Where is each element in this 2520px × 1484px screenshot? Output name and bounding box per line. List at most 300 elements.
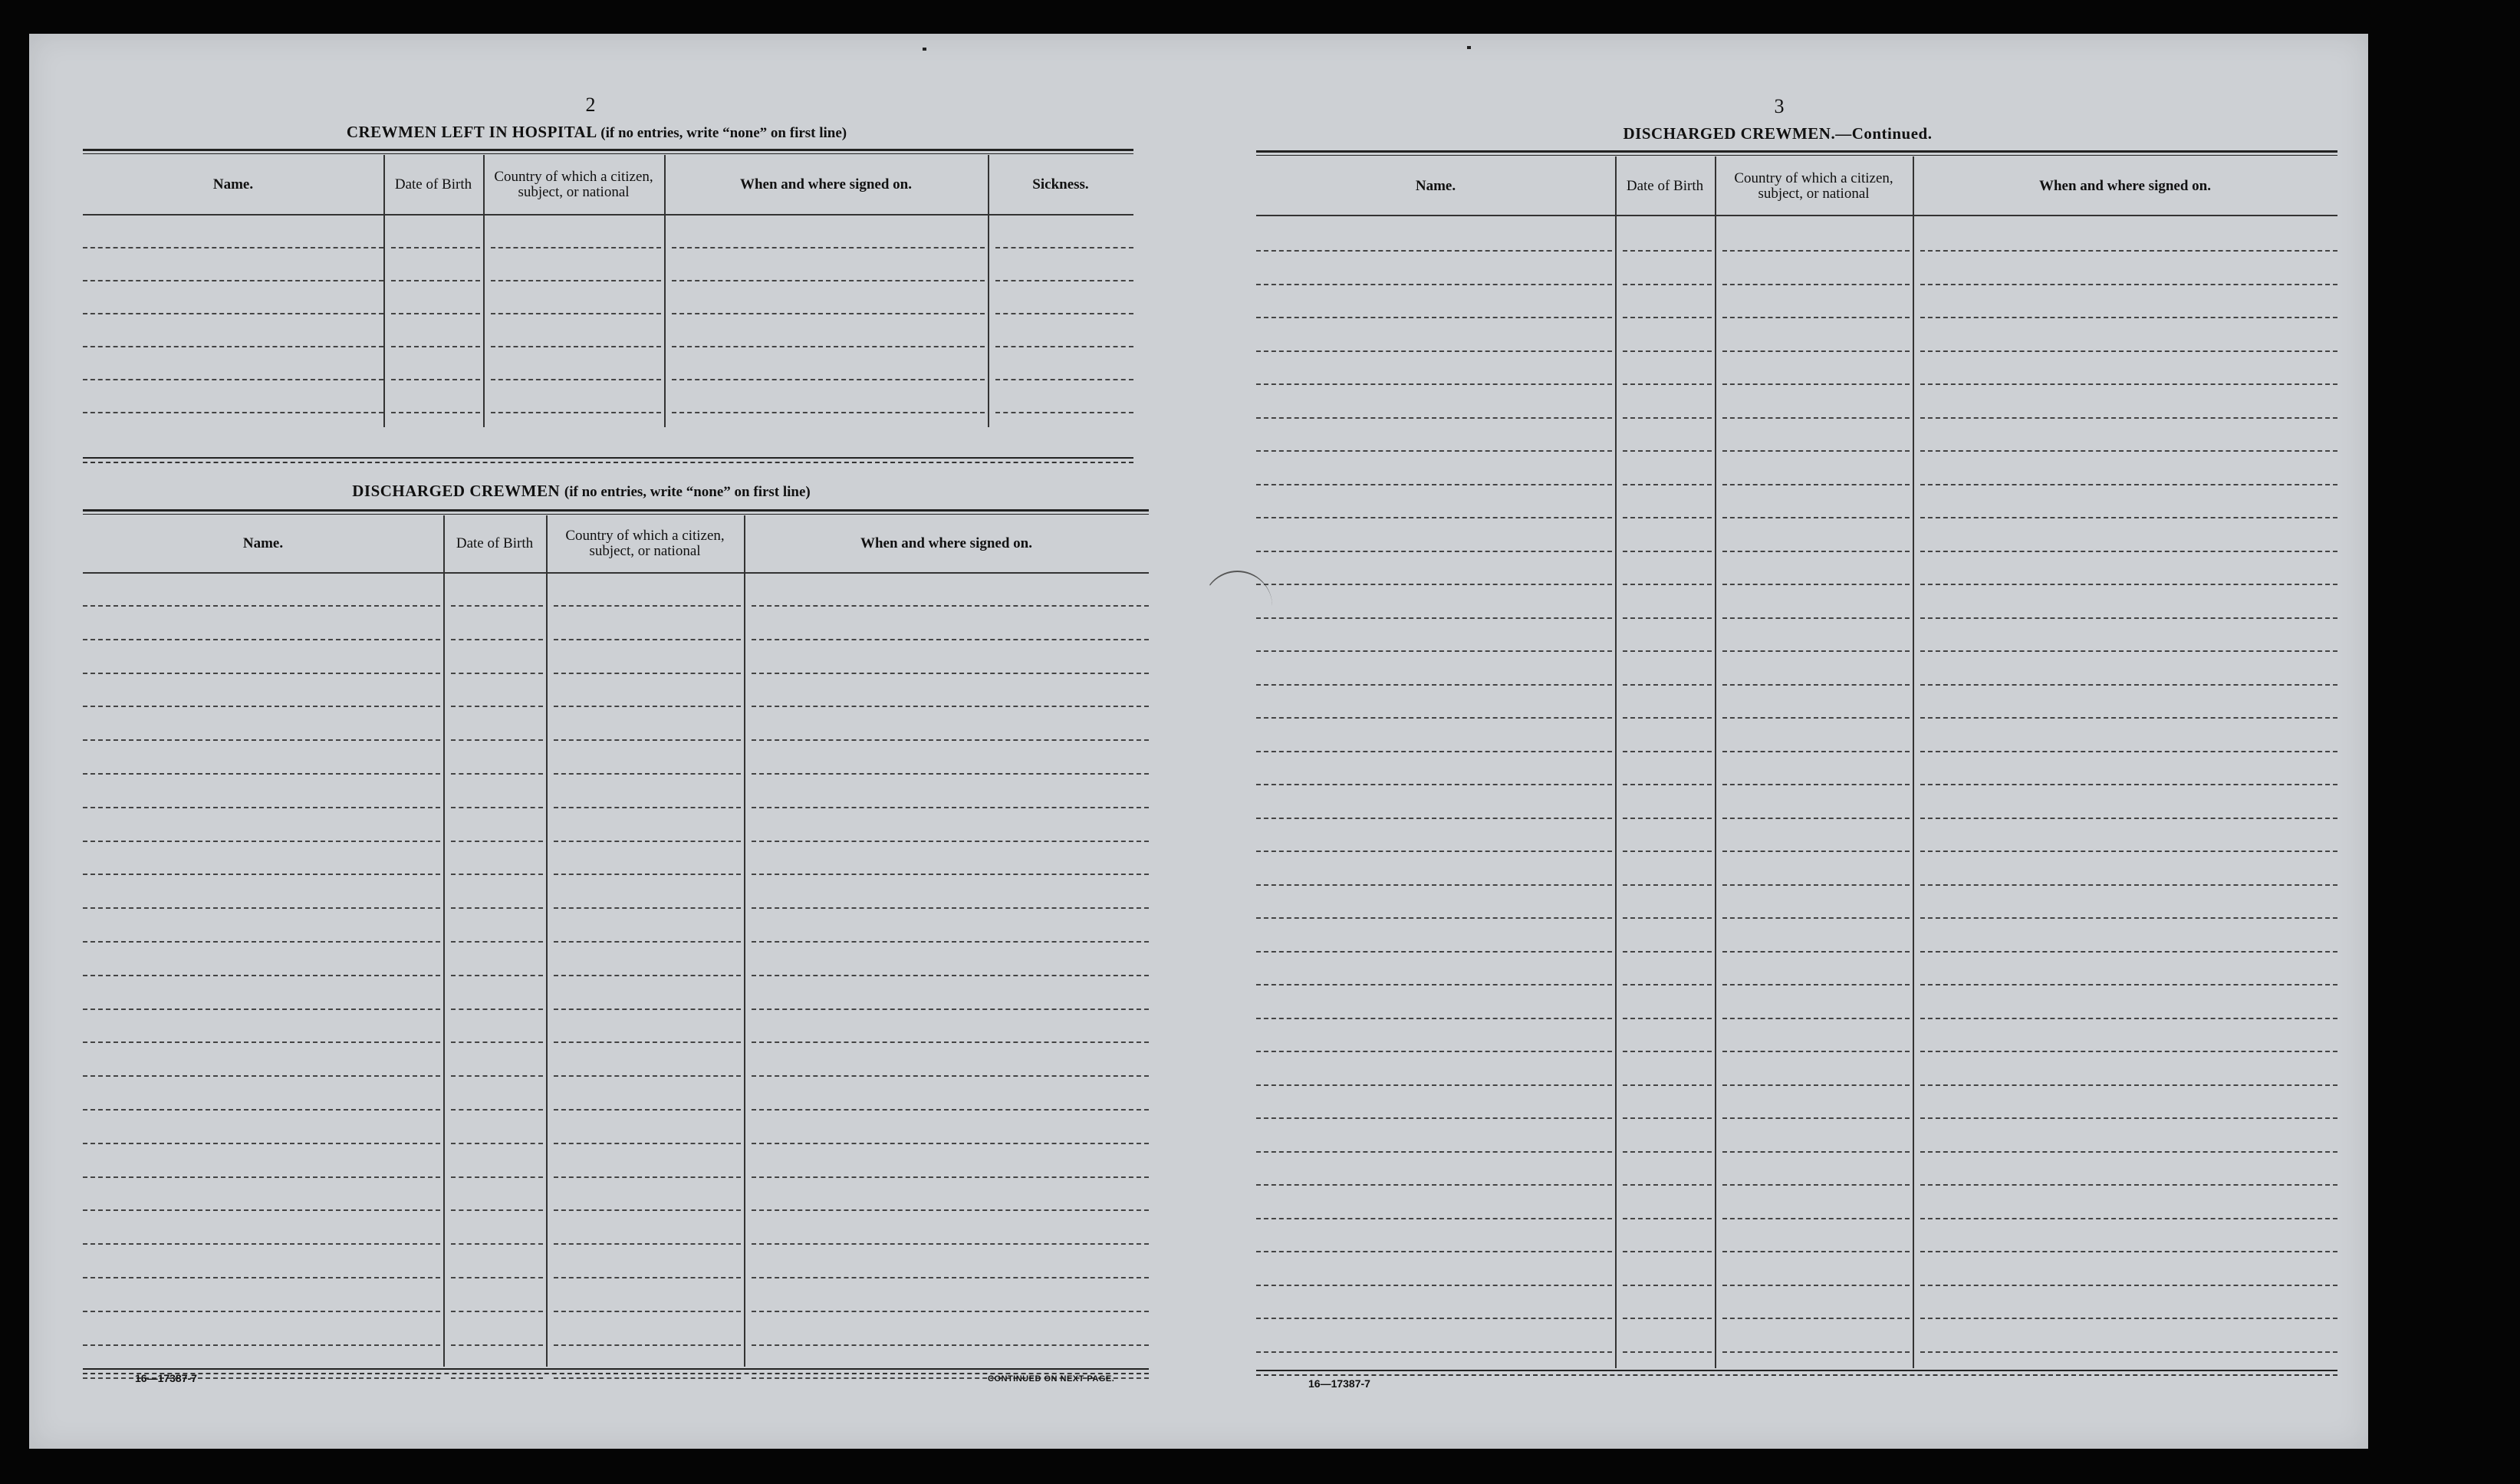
blank-entry-line bbox=[752, 1041, 1149, 1043]
blank-entry-line bbox=[1623, 1318, 1712, 1319]
blank-entry-line bbox=[1623, 684, 1712, 686]
column-header-date-of-birth: Date of Birth bbox=[394, 176, 472, 192]
blank-entry-line bbox=[1722, 250, 1910, 252]
blank-entry-line bbox=[1920, 417, 2337, 419]
blank-entry-line bbox=[554, 1009, 741, 1010]
table-bottom-rule bbox=[83, 457, 1133, 463]
blank-entry-line bbox=[1722, 584, 1910, 585]
blank-entry-line bbox=[1722, 984, 1910, 985]
blank-entry-line bbox=[451, 941, 543, 943]
discharged-continued-table bbox=[1256, 150, 2337, 1408]
blank-entry-line bbox=[1920, 350, 2337, 352]
blank-entry-line bbox=[1722, 684, 1910, 686]
discharged-section-title bbox=[160, 482, 1003, 501]
blank-entry-line bbox=[83, 346, 383, 347]
blank-entry-line bbox=[1623, 551, 1712, 552]
blank-entry-line bbox=[491, 313, 661, 314]
column-header-signed-on: When and where signed on. bbox=[739, 176, 912, 192]
discharged-table bbox=[83, 509, 1149, 1399]
blank-entry-line bbox=[1623, 784, 1712, 785]
blank-entry-line bbox=[752, 773, 1149, 775]
blank-entry-line bbox=[451, 1209, 543, 1211]
blank-entry-line bbox=[451, 907, 543, 909]
blank-entry-line bbox=[1623, 484, 1712, 485]
blank-entry-line bbox=[1256, 1018, 1612, 1019]
blank-entry-line bbox=[1722, 350, 1910, 352]
hospital-table bbox=[83, 149, 1133, 463]
blank-entry-line bbox=[491, 412, 661, 413]
blank-entry-line bbox=[1256, 551, 1612, 552]
blank-entry-line bbox=[451, 1143, 543, 1144]
blank-entry-line bbox=[1623, 851, 1712, 852]
hospital-title-text: CREWMEN LEFT IN HOSPITAL bbox=[346, 123, 597, 141]
blank-entry-line bbox=[83, 941, 440, 943]
blank-entry-line bbox=[83, 1344, 440, 1346]
blank-entry-line bbox=[1256, 584, 1612, 585]
blank-entry-line bbox=[672, 247, 985, 248]
blank-entry-line bbox=[1256, 650, 1612, 652]
blank-entry-line bbox=[451, 807, 543, 808]
blank-entry-line bbox=[451, 874, 543, 875]
column-header-name: Name. bbox=[212, 176, 254, 192]
blank-entry-line bbox=[491, 280, 661, 281]
blank-entry-line bbox=[1623, 250, 1712, 252]
blank-entry-line bbox=[995, 379, 1133, 380]
blank-entry-line bbox=[451, 1277, 543, 1278]
blank-entry-line bbox=[554, 841, 741, 842]
column-header-sickness: Sickness. bbox=[1032, 176, 1089, 192]
column-header-name: Name. bbox=[1415, 178, 1456, 194]
blank-entry-line bbox=[1722, 383, 1910, 385]
blank-entry-line bbox=[752, 1209, 1149, 1211]
blank-entry-line bbox=[1623, 1018, 1712, 1019]
blank-entry-line bbox=[1920, 250, 2337, 252]
blank-entry-line bbox=[1256, 1351, 1612, 1353]
blank-entry-line bbox=[1623, 617, 1712, 619]
blank-entry-line bbox=[491, 247, 661, 248]
blank-entry-line bbox=[1722, 617, 1910, 619]
blank-entry-line bbox=[1256, 984, 1612, 985]
blank-entry-line bbox=[1722, 484, 1910, 485]
blank-entry-line bbox=[554, 1075, 741, 1077]
blank-entry-line bbox=[83, 247, 383, 248]
blank-entry-line bbox=[1920, 1351, 2337, 1353]
blank-entry-line bbox=[1256, 417, 1612, 419]
discharged-title-text: DISCHARGED CREWMEN bbox=[352, 482, 561, 500]
blank-entry-line bbox=[752, 1009, 1149, 1010]
blank-entry-line bbox=[1256, 751, 1612, 752]
blank-entry-line bbox=[451, 739, 543, 741]
blank-entry-line bbox=[1623, 317, 1712, 318]
blank-entry-line bbox=[1722, 1351, 1910, 1353]
blank-entry-line bbox=[995, 280, 1133, 281]
blank-entry-line bbox=[1920, 450, 2337, 452]
blank-entry-line bbox=[1256, 1151, 1612, 1153]
blank-entry-line bbox=[83, 1075, 440, 1077]
blank-entry-line bbox=[83, 907, 440, 909]
blank-entry-line bbox=[451, 1377, 543, 1379]
blank-entry-line bbox=[1256, 1285, 1612, 1286]
blank-entry-line bbox=[752, 874, 1149, 875]
blank-entry-line bbox=[451, 975, 543, 976]
blank-entry-line bbox=[1920, 517, 2337, 518]
blank-entry-line bbox=[1920, 1117, 2337, 1119]
blank-entry-line bbox=[554, 907, 741, 909]
blank-entry-line bbox=[1623, 917, 1712, 919]
blank-entry-line bbox=[672, 412, 985, 413]
blank-entry-line bbox=[1256, 1218, 1612, 1219]
column-divider bbox=[443, 515, 445, 1367]
blank-entry-line bbox=[554, 975, 741, 976]
discharged-subtitle-text: (if no entries, write “none” on first line) bbox=[564, 484, 811, 500]
blank-entry-line bbox=[672, 280, 985, 281]
blank-entry-line bbox=[672, 379, 985, 380]
column-header-date-of-birth: Date of Birth bbox=[1626, 178, 1704, 194]
blank-entry-line bbox=[1623, 584, 1712, 585]
blank-entry-line bbox=[451, 706, 543, 707]
form-number: 16—17387-7 bbox=[1308, 1377, 1370, 1390]
blank-entry-line bbox=[1256, 1251, 1612, 1252]
table-header-rule bbox=[83, 572, 1149, 574]
blank-entry-line bbox=[554, 874, 741, 875]
blank-entry-line bbox=[1920, 1318, 2337, 1319]
page-number: 3 bbox=[1774, 95, 1785, 117]
hospital-section-title bbox=[175, 123, 1018, 142]
blank-entry-line bbox=[1623, 1117, 1712, 1119]
blank-entry-line bbox=[83, 605, 440, 607]
blank-entry-line bbox=[1722, 784, 1910, 785]
blank-entry-line bbox=[1623, 751, 1712, 752]
blank-entry-line bbox=[1920, 284, 2337, 285]
column-divider bbox=[1615, 156, 1617, 1368]
column-header-country: Country of which a citizen, subject, or national bbox=[1734, 170, 1893, 202]
form-number: 16—17387-7 bbox=[135, 1372, 197, 1384]
blank-entry-line bbox=[451, 773, 543, 775]
blank-entry-line bbox=[1722, 1218, 1910, 1219]
blank-entry-line bbox=[391, 313, 480, 314]
blank-entry-line bbox=[1722, 1184, 1910, 1186]
blank-entry-line bbox=[1256, 1318, 1612, 1319]
blank-entry-line bbox=[83, 1109, 440, 1111]
blank-entry-line bbox=[554, 1041, 741, 1043]
blank-entry-line bbox=[752, 807, 1149, 808]
blank-entry-line bbox=[1623, 284, 1712, 285]
blank-entry-line bbox=[1623, 517, 1712, 518]
blank-entry-line bbox=[1256, 784, 1612, 785]
blank-entry-line bbox=[83, 1143, 440, 1144]
blank-entry-line bbox=[1920, 818, 2337, 819]
column-divider bbox=[546, 515, 548, 1367]
blank-entry-line bbox=[1722, 417, 1910, 419]
blank-entry-line bbox=[451, 1109, 543, 1111]
blank-entry-line bbox=[1256, 617, 1612, 619]
blank-entry-line bbox=[451, 639, 543, 640]
blank-entry-line bbox=[672, 346, 985, 347]
blank-entry-line bbox=[1256, 884, 1612, 886]
blank-entry-line bbox=[83, 412, 383, 413]
blank-entry-line bbox=[752, 1176, 1149, 1178]
blank-entry-line bbox=[1623, 1151, 1712, 1153]
blank-entry-line bbox=[1623, 1285, 1712, 1286]
blank-entry-line bbox=[391, 412, 480, 413]
blank-entry-line bbox=[554, 807, 741, 808]
blank-entry-line bbox=[1722, 951, 1910, 953]
table-bottom-rule bbox=[83, 1368, 1149, 1374]
page-number: 2 bbox=[585, 94, 596, 116]
blank-entry-line bbox=[391, 280, 480, 281]
blank-entry-line bbox=[1722, 1018, 1910, 1019]
blank-entry-line bbox=[1920, 1184, 2337, 1186]
blank-entry-line bbox=[1256, 717, 1612, 719]
blank-entry-line bbox=[83, 706, 440, 707]
blank-entry-line bbox=[1722, 1251, 1910, 1252]
blank-entry-line bbox=[83, 1009, 440, 1010]
blank-entry-line bbox=[451, 841, 543, 842]
blank-entry-line bbox=[83, 1277, 440, 1278]
blank-entry-line bbox=[752, 841, 1149, 842]
blank-entry-line bbox=[1920, 317, 2337, 318]
blank-entry-line bbox=[554, 673, 741, 674]
blank-entry-line bbox=[752, 1344, 1149, 1346]
blank-entry-line bbox=[451, 1344, 543, 1346]
blank-entry-line bbox=[83, 1041, 440, 1043]
blank-entry-line bbox=[83, 1311, 440, 1312]
blank-entry-line bbox=[554, 1109, 741, 1111]
blank-entry-line bbox=[83, 280, 383, 281]
blank-entry-line bbox=[1920, 1218, 2337, 1219]
blank-entry-line bbox=[83, 379, 383, 380]
table-top-rule bbox=[1256, 150, 2337, 156]
blank-entry-line bbox=[1623, 1218, 1712, 1219]
column-header-name: Name. bbox=[242, 535, 284, 551]
blank-entry-line bbox=[391, 346, 480, 347]
blank-entry-line bbox=[83, 739, 440, 741]
blank-entry-line bbox=[752, 673, 1149, 674]
document-paper bbox=[29, 34, 2368, 1449]
blank-entry-line bbox=[1623, 417, 1712, 419]
blank-entry-line bbox=[1623, 1084, 1712, 1086]
column-divider bbox=[1715, 156, 1716, 1368]
blank-entry-line bbox=[554, 1277, 741, 1278]
blank-entry-line bbox=[554, 941, 741, 943]
blank-entry-line bbox=[1722, 551, 1910, 552]
blank-entry-line bbox=[1256, 317, 1612, 318]
blank-entry-line bbox=[752, 706, 1149, 707]
blank-entry-line bbox=[1722, 317, 1910, 318]
blank-entry-line bbox=[1623, 984, 1712, 985]
blank-entry-line bbox=[451, 1009, 543, 1010]
blank-entry-line bbox=[1256, 917, 1612, 919]
hospital-subtitle-text: (if no entries, write “none” on first line) bbox=[600, 125, 847, 141]
blank-entry-line bbox=[672, 313, 985, 314]
table-bottom-rule bbox=[1256, 1370, 2337, 1376]
blank-entry-line bbox=[1256, 284, 1612, 285]
blank-entry-line bbox=[752, 975, 1149, 976]
blank-entry-line bbox=[451, 605, 543, 607]
blank-entry-line bbox=[1920, 1285, 2337, 1286]
blank-entry-line bbox=[83, 841, 440, 842]
blank-entry-line bbox=[1623, 818, 1712, 819]
blank-entry-line bbox=[1623, 383, 1712, 385]
blank-entry-line bbox=[1920, 1151, 2337, 1153]
blank-entry-line bbox=[1920, 650, 2337, 652]
blank-entry-line bbox=[752, 1243, 1149, 1245]
blank-entry-line bbox=[83, 313, 383, 314]
blank-entry-line bbox=[1920, 884, 2337, 886]
blank-entry-line bbox=[1722, 884, 1910, 886]
blank-entry-line bbox=[1623, 450, 1712, 452]
blank-entry-line bbox=[554, 1377, 741, 1379]
blank-entry-line bbox=[1256, 1184, 1612, 1186]
blank-entry-line bbox=[451, 1176, 543, 1178]
blank-entry-line bbox=[1722, 1151, 1910, 1153]
blank-entry-line bbox=[1722, 1084, 1910, 1086]
blank-entry-line bbox=[451, 1075, 543, 1077]
blank-entry-line bbox=[752, 907, 1149, 909]
blank-entry-line bbox=[752, 1311, 1149, 1312]
blank-entry-line bbox=[752, 639, 1149, 640]
blank-entry-line bbox=[1920, 984, 2337, 985]
blank-entry-line bbox=[451, 1243, 543, 1245]
blank-entry-line bbox=[1623, 717, 1712, 719]
blank-entry-line bbox=[1722, 818, 1910, 819]
blank-entry-line bbox=[554, 1176, 741, 1178]
blank-entry-line bbox=[1722, 284, 1910, 285]
blank-entry-line bbox=[554, 605, 741, 607]
blank-entry-line bbox=[1256, 450, 1612, 452]
column-header-date-of-birth: Date of Birth bbox=[456, 535, 534, 551]
blank-entry-line bbox=[391, 247, 480, 248]
blank-entry-line bbox=[1256, 684, 1612, 686]
blank-entry-line bbox=[83, 975, 440, 976]
blank-entry-line bbox=[1623, 650, 1712, 652]
blank-entry-line bbox=[1920, 684, 2337, 686]
blank-entry-line bbox=[752, 941, 1149, 943]
blank-entry-line bbox=[1256, 1051, 1612, 1052]
blank-entry-line bbox=[1722, 517, 1910, 518]
blank-entry-line bbox=[752, 1143, 1149, 1144]
blank-entry-line bbox=[752, 1109, 1149, 1111]
blank-entry-line bbox=[1920, 383, 2337, 385]
blank-entry-line bbox=[1920, 1084, 2337, 1086]
blank-entry-line bbox=[451, 1041, 543, 1043]
column-header-country: Country of which a citizen, subject, or national bbox=[565, 528, 725, 559]
blank-entry-line bbox=[83, 807, 440, 808]
blank-entry-line bbox=[1256, 517, 1612, 518]
column-header-signed-on: When and where signed on. bbox=[2038, 178, 2211, 194]
blank-entry-line bbox=[554, 1143, 741, 1144]
blank-entry-line bbox=[1256, 851, 1612, 852]
blank-entry-line bbox=[83, 1243, 440, 1245]
blank-entry-line bbox=[554, 706, 741, 707]
blank-entry-line bbox=[1722, 450, 1910, 452]
blank-entry-line bbox=[1256, 350, 1612, 352]
blank-entry-line bbox=[1722, 751, 1910, 752]
blank-entry-line bbox=[1722, 851, 1910, 852]
column-header-signed-on: When and where signed on. bbox=[860, 535, 1032, 551]
blank-entry-line bbox=[752, 1277, 1149, 1278]
blank-entry-line bbox=[995, 412, 1133, 413]
blank-entry-line bbox=[554, 1209, 741, 1211]
blank-entry-line bbox=[1623, 951, 1712, 953]
blank-entry-line bbox=[83, 673, 440, 674]
blank-entry-line bbox=[1920, 551, 2337, 552]
blank-entry-line bbox=[1722, 1285, 1910, 1286]
blank-entry-line bbox=[1920, 851, 2337, 852]
column-divider bbox=[744, 515, 745, 1367]
blank-entry-line bbox=[1256, 818, 1612, 819]
ink-speck bbox=[923, 48, 926, 51]
blank-entry-line bbox=[1623, 350, 1712, 352]
blank-entry-line bbox=[554, 639, 741, 640]
blank-entry-line bbox=[1722, 1051, 1910, 1052]
ink-speck bbox=[1467, 46, 1471, 49]
blank-entry-line bbox=[1920, 1018, 2337, 1019]
blank-entry-line bbox=[451, 1311, 543, 1312]
blank-entry-line bbox=[491, 346, 661, 347]
blank-entry-line bbox=[491, 379, 661, 380]
blank-entry-line bbox=[1722, 1318, 1910, 1319]
blank-entry-line bbox=[1256, 484, 1612, 485]
blank-entry-line bbox=[83, 639, 440, 640]
blank-entry-line bbox=[1920, 784, 2337, 785]
blank-entry-line bbox=[995, 247, 1133, 248]
blank-entry-line bbox=[554, 1311, 741, 1312]
blank-entry-line bbox=[451, 673, 543, 674]
column-header-country: Country of which a citizen, subject, or national bbox=[494, 169, 653, 200]
blank-entry-line bbox=[554, 1344, 741, 1346]
blank-entry-line bbox=[1920, 617, 2337, 619]
blank-entry-line bbox=[1256, 1084, 1612, 1086]
blank-entry-line bbox=[1920, 717, 2337, 719]
blank-entry-line bbox=[1623, 884, 1712, 886]
column-divider bbox=[1913, 156, 1914, 1368]
blank-entry-line bbox=[752, 739, 1149, 741]
blank-entry-line bbox=[1920, 1051, 2337, 1052]
blank-entry-line bbox=[391, 379, 480, 380]
blank-entry-line bbox=[1722, 1117, 1910, 1119]
blank-entry-line bbox=[995, 346, 1133, 347]
blank-entry-line bbox=[1623, 1251, 1712, 1252]
blank-entry-line bbox=[83, 874, 440, 875]
blank-entry-line bbox=[554, 1243, 741, 1245]
continued-note: CONTINUED ON NEXT PAGE. bbox=[988, 1374, 1115, 1384]
blank-entry-line bbox=[1256, 1117, 1612, 1119]
table-top-rule bbox=[83, 149, 1133, 154]
blank-entry-line bbox=[1256, 951, 1612, 953]
table-header-rule bbox=[1256, 215, 2337, 216]
blank-entry-line bbox=[1920, 584, 2337, 585]
discharged-continued-title: DISCHARGED CREWMEN.—Continued. bbox=[1623, 124, 1933, 143]
blank-entry-line bbox=[995, 313, 1133, 314]
blank-entry-line bbox=[1256, 383, 1612, 385]
blank-entry-line bbox=[1920, 951, 2337, 953]
blank-entry-line bbox=[83, 1209, 440, 1211]
blank-entry-line bbox=[1722, 917, 1910, 919]
blank-entry-line bbox=[1722, 650, 1910, 652]
blank-entry-line bbox=[1920, 751, 2337, 752]
blank-entry-line bbox=[1256, 250, 1612, 252]
blank-entry-line bbox=[1722, 717, 1910, 719]
blank-entry-line bbox=[1623, 1351, 1712, 1353]
blank-entry-line bbox=[752, 1075, 1149, 1077]
blank-entry-line bbox=[1920, 1251, 2337, 1252]
blank-entry-line bbox=[1623, 1184, 1712, 1186]
blank-entry-line bbox=[1920, 484, 2337, 485]
blank-entry-line bbox=[752, 605, 1149, 607]
blank-entry-line bbox=[1623, 1051, 1712, 1052]
blank-entry-line bbox=[83, 1176, 440, 1178]
